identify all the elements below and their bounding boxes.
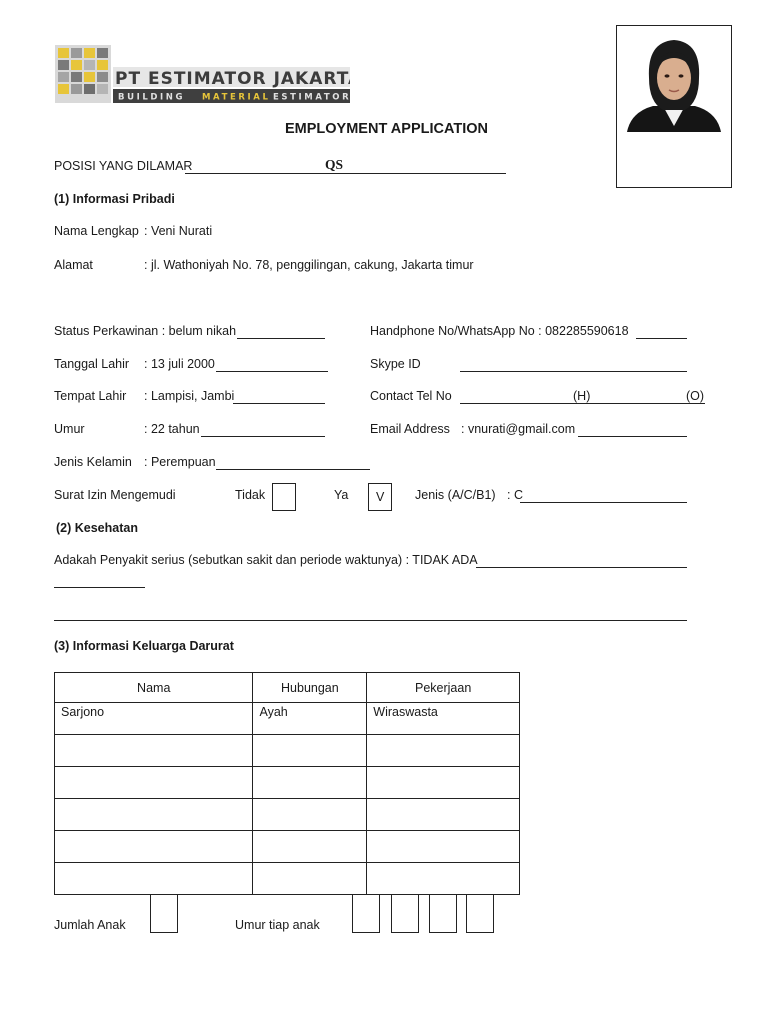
status-line [237, 338, 325, 339]
table-row [55, 831, 520, 863]
jumlah-anak-label: Jumlah Anak [54, 918, 126, 932]
sim-jenis-label: Jenis (A/C/B1) [415, 488, 496, 502]
cell-hubungan[interactable] [253, 735, 367, 767]
table-row [55, 735, 520, 767]
cell-pekerjaan[interactable] [367, 735, 520, 767]
sim-ya-checkmark: V [376, 490, 385, 504]
umur-anak-label: Umur tiap anak [235, 918, 320, 932]
tagline-material: MATERIAL [202, 92, 271, 103]
table-row [55, 799, 520, 831]
email-value[interactable]: : vnurati@gmail.com [461, 422, 576, 436]
person-portrait-icon [617, 26, 731, 187]
skype-label: Skype ID [370, 357, 421, 371]
tagline-estimator: ESTIMATOR [273, 92, 350, 103]
section1-heading: (1) Informasi Pribadi [54, 192, 175, 206]
table-row [55, 767, 520, 799]
contact-tel-line[interactable] [460, 403, 705, 404]
tempat-lahir-value[interactable]: : Lampisi, Jambi [144, 389, 235, 403]
cell-pekerjaan[interactable] [367, 863, 520, 895]
cell-pekerjaan[interactable] [367, 831, 520, 863]
contact-home-label: (H) [573, 389, 591, 403]
jenis-kelamin-value[interactable]: : Perempuan [144, 455, 216, 469]
nama-value[interactable]: : Veni Nurati [144, 224, 213, 238]
email-line [578, 436, 687, 437]
cell-pekerjaan[interactable] [367, 767, 520, 799]
umur-anak-box-4[interactable] [466, 894, 494, 933]
alamat-label: Alamat [54, 258, 93, 272]
nama-label: Nama Lengkap [54, 224, 139, 238]
umur-anak-box-2[interactable] [391, 894, 419, 933]
cell-hubungan[interactable] [253, 799, 367, 831]
table-row [55, 863, 520, 895]
sim-jenis-line [520, 502, 687, 503]
penyakit-line-3 [54, 620, 687, 621]
umur-line [201, 436, 325, 437]
section3-heading: (3) Informasi Keluarga Darurat [54, 639, 234, 653]
cell-nama[interactable] [55, 735, 253, 767]
tanggal-line [216, 371, 328, 372]
umur-label: Umur [54, 422, 85, 436]
penyakit-line-1 [476, 567, 687, 568]
contact-office-label: (O) [686, 389, 705, 403]
handphone-field[interactable]: Handphone No/WhatsApp No : 082285590618 [370, 324, 629, 338]
sim-tidak-checkbox[interactable] [272, 483, 296, 511]
cell-nama[interactable] [55, 767, 253, 799]
company-name: PT ESTIMATOR JAKARTA [115, 69, 350, 89]
contact-tel-label: Contact Tel No [370, 389, 452, 403]
email-label: Email Address [370, 422, 450, 436]
umur-anak-box-1[interactable] [352, 894, 380, 933]
tagline-building: BUILDING [118, 92, 186, 103]
tempat-lahir-label: Tempat Lahir [54, 389, 127, 403]
jumlah-anak-box[interactable] [150, 894, 178, 933]
page-title: EMPLOYMENT APPLICATION [285, 121, 488, 137]
family-table [54, 672, 520, 895]
position-line [185, 173, 506, 174]
cell-hubungan[interactable] [253, 767, 367, 799]
tempat-line [233, 403, 325, 404]
cell-nama[interactable]: Sarjono [55, 703, 253, 735]
cell-hubungan[interactable] [253, 831, 367, 863]
sim-ya-label: Ya [334, 488, 349, 502]
building-grid-icon [55, 45, 111, 103]
tanggal-lahir-value[interactable]: : 13 juli 2000 [144, 357, 215, 371]
sim-label: Surat Izin Mengemudi [54, 488, 176, 502]
cell-pekerjaan[interactable]: Wiraswasta [367, 703, 520, 735]
skype-input-line[interactable] [460, 371, 687, 372]
status-perkawinan-field[interactable]: Status Perkawinan : belum nikah [54, 324, 237, 338]
cell-pekerjaan[interactable] [367, 799, 520, 831]
sim-tidak-label: Tidak [235, 488, 266, 502]
jenis-kelamin-label: Jenis Kelamin [54, 455, 132, 469]
cell-hubungan[interactable] [253, 863, 367, 895]
cell-nama[interactable] [55, 799, 253, 831]
sim-ya-checkbox[interactable] [368, 483, 392, 511]
umur-anak-box-3[interactable] [429, 894, 457, 933]
cell-nama[interactable] [55, 831, 253, 863]
alamat-value[interactable]: : jl. Wathoniyah No. 78, penggilingan, cakung, Jakarta timur [144, 258, 474, 272]
umur-value[interactable]: : 22 tahun [144, 422, 200, 436]
penyakit-question[interactable]: Adakah Penyakit serius (sebutkan sakit dan periode waktunya) : TIDAK ADA [54, 553, 478, 567]
handphone-line [636, 338, 687, 339]
table-row [55, 703, 520, 735]
column-header-nama: Nama [55, 673, 253, 703]
position-value[interactable]: QS [325, 157, 344, 172]
column-header-pekerjaan: Pekerjaan [367, 673, 520, 703]
penyakit-line-2 [54, 587, 145, 588]
company-logo [55, 45, 350, 105]
cell-hubungan[interactable]: Ayah [253, 703, 367, 735]
position-label: POSISI YANG DILAMAR [54, 159, 193, 173]
applicant-photo [616, 25, 732, 188]
table-header-row [55, 673, 520, 703]
cell-nama[interactable] [55, 863, 253, 895]
sim-jenis-value[interactable]: : C [507, 488, 523, 502]
column-header-hubungan: Hubungan [253, 673, 367, 703]
tanggal-lahir-label: Tanggal Lahir [54, 357, 130, 371]
jenis-kelamin-line [216, 469, 370, 470]
section2-heading: (2) Kesehatan [56, 521, 138, 535]
